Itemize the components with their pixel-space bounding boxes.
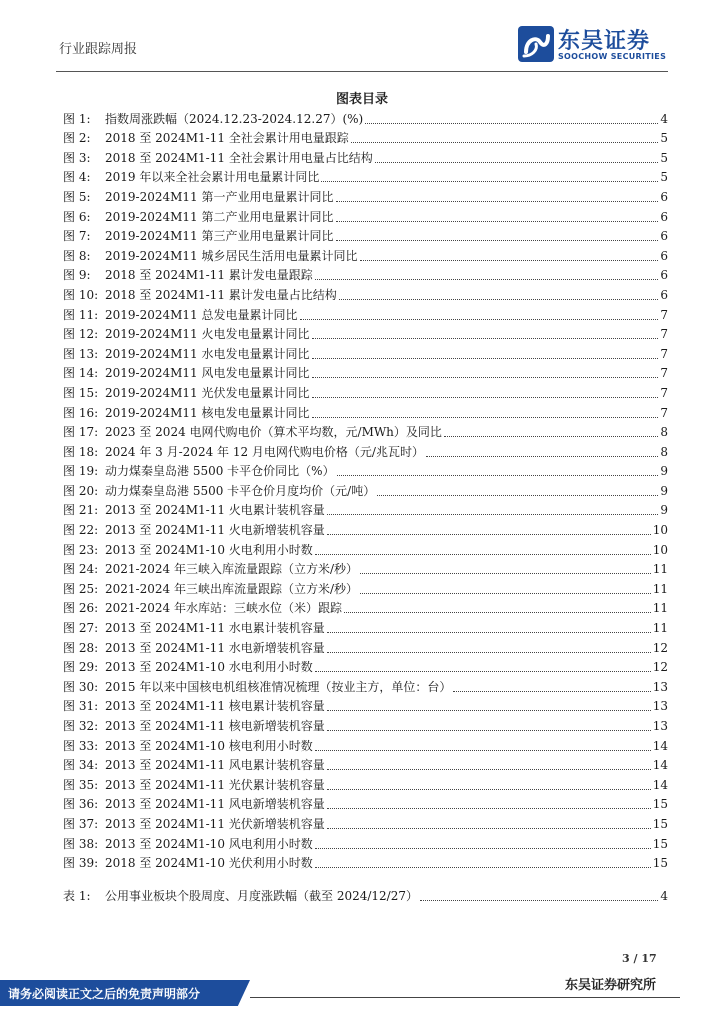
entry-label: 图 30:: [63, 679, 99, 694]
entry-title: 2019-2024M11 核电发电量累计同比: [105, 405, 310, 420]
toc-entry[interactable]: [63, 597, 668, 617]
toc-entry[interactable]: [63, 283, 668, 303]
dot-leader: [336, 201, 659, 202]
entry-label: 图 20:: [63, 483, 99, 498]
dot-leader: [336, 221, 659, 222]
dot-leader: [300, 319, 659, 320]
dot-leader: [327, 828, 651, 829]
toc-entry[interactable]: [63, 362, 668, 382]
entry-label: 图 29:: [63, 660, 99, 675]
entry-label: 图 8:: [63, 248, 91, 263]
entry-label: 图 38:: [63, 836, 99, 851]
entry-page-number: 15: [652, 816, 668, 831]
dot-leader: [420, 900, 658, 901]
entry-label: 图 31:: [63, 699, 99, 714]
toc-entry[interactable]: [63, 244, 668, 264]
entry-title: 2021-2024 年水库站：三峡水位（米）跟踪: [105, 601, 342, 616]
entry-label: 图 28:: [63, 640, 99, 655]
toc-entry[interactable]: [63, 714, 668, 734]
toc-entry[interactable]: [63, 166, 668, 186]
entry-page-number: 15: [652, 836, 668, 851]
dot-leader: [375, 162, 659, 163]
entry-label: 图 14:: [63, 366, 99, 381]
entry-page-number: 15: [652, 856, 668, 871]
toc-entry[interactable]: [63, 558, 668, 578]
toc-entry[interactable]: [63, 381, 668, 401]
header-divider: [56, 71, 668, 72]
entry-title: 2018 至 2024M1-10 光伏利用小时数: [105, 856, 313, 871]
entry-label: 图 27:: [63, 621, 99, 636]
entry-title: 2021-2024 年三峡入库流量跟踪（立方米/秒）: [105, 562, 358, 577]
dot-leader: [312, 397, 659, 398]
entry-label: 图 24:: [63, 562, 99, 577]
entry-page-number: 8: [660, 425, 668, 440]
entry-page-number: 8: [660, 444, 668, 459]
toc-entry[interactable]: [63, 616, 668, 636]
entry-label: 图 18:: [63, 444, 99, 459]
entry-title: 2019-2024M11 第三产业用电量累计同比: [105, 229, 334, 244]
entry-label: 图 22:: [63, 523, 99, 538]
entry-title: 2013 至 2024M1-11 火电新增装机容量: [105, 523, 325, 538]
entry-page-number: 9: [660, 503, 668, 518]
entry-label: 图 39:: [63, 856, 99, 871]
dot-leader: [327, 730, 651, 731]
dot-leader: [315, 750, 651, 751]
entry-title: 2015 年以来中国核电机组核准情况梳理（按业主方，单位：台）: [105, 679, 452, 694]
toc-entry[interactable]: [63, 479, 668, 499]
dot-leader: [360, 593, 651, 594]
figure-toc-list: [63, 107, 668, 871]
entry-label: 图 35:: [63, 777, 99, 792]
entry-title: 2013 至 2024M1-11 风电新增装机容量: [105, 797, 325, 812]
entry-page-number: 6: [660, 229, 668, 244]
entry-title: 2018 至 2024M1-11 全社会累计用电量占比结构: [105, 150, 373, 165]
dot-leader: [312, 358, 659, 359]
toc-entry[interactable]: [63, 812, 668, 832]
entry-label: 图 16:: [63, 405, 99, 420]
toc-entry[interactable]: [63, 773, 668, 793]
entry-label: 图 33:: [63, 738, 99, 753]
toc-entry[interactable]: [63, 421, 668, 441]
dot-leader: [312, 417, 659, 418]
entry-page-number: 5: [660, 131, 668, 146]
dot-leader: [315, 279, 659, 280]
entry-page-number: 14: [652, 777, 668, 792]
toc-entry[interactable]: [63, 538, 668, 558]
entry-page-number: 5: [660, 170, 668, 185]
entry-title: 2013 至 2024M1-11 水电累计装机容量: [105, 621, 325, 636]
entry-page-number: 5: [660, 150, 668, 165]
brand-logo: [518, 22, 678, 66]
dot-leader: [344, 612, 651, 613]
entry-label: 图 34:: [63, 758, 99, 773]
entry-page-number: 13: [652, 719, 668, 733]
entry-title: 2018 至 2024M1-11 累计发电量跟踪: [105, 268, 313, 283]
toc-entry[interactable]: [63, 401, 668, 421]
entry-title: 2013 至 2024M1-10 火电利用小时数: [105, 542, 313, 557]
entry-page-number: 7: [660, 327, 668, 342]
entry-title: 2023 至 2024 电网代购电价（算术平均数，元/MWh）及同比: [105, 425, 442, 440]
toc-entry[interactable]: [63, 754, 668, 774]
entry-page-number: 11: [652, 581, 668, 596]
entry-label: 图 10:: [63, 287, 99, 302]
dot-leader: [327, 632, 651, 633]
dot-leader: [327, 652, 651, 653]
toc-entry[interactable]: [63, 793, 668, 813]
dot-leader: [327, 710, 651, 711]
entry-label: 图 26:: [63, 601, 99, 616]
entry-page-number: 14: [652, 758, 668, 773]
entry-page-number: 7: [660, 405, 668, 420]
footer-org-name: 东吴证券研究所: [565, 978, 657, 993]
dot-leader: [339, 299, 659, 300]
toc-entry[interactable]: [63, 499, 668, 519]
entry-title: 2024 年 3 月-2024 年 12 月电网代购电价格（元/兆瓦时）: [105, 444, 424, 459]
toc-entry[interactable]: [63, 656, 668, 676]
entry-label: 表 1:: [63, 888, 91, 903]
toc-entry[interactable]: [63, 185, 668, 205]
entry-title: 2019-2024M11 城乡居民生活用电量累计同比: [105, 248, 358, 263]
entry-page-number: 9: [660, 464, 668, 479]
entry-label: 图 9:: [63, 268, 91, 283]
entry-title: 2019-2024M11 火电发电量累计同比: [105, 327, 310, 342]
entry-label: 图 5:: [63, 189, 91, 204]
dot-leader: [312, 338, 659, 339]
entry-title: 2013 至 2024M1-11 水电新增装机容量: [105, 640, 325, 655]
entry-label: 图 32:: [63, 719, 99, 733]
entry-page-number: 9: [660, 483, 668, 498]
toc-entry[interactable]: [63, 636, 668, 656]
report-type-label: 行业跟踪周报: [59, 42, 138, 57]
toc-entry[interactable]: [63, 518, 668, 538]
entry-page-number: 12: [652, 640, 668, 655]
toc-entry[interactable]: [63, 695, 668, 715]
toc-entry[interactable]: [63, 577, 668, 597]
entry-page-number: 7: [660, 346, 668, 361]
entry-title: 2019-2024M11 风电发电量累计同比: [105, 366, 310, 381]
entry-label: 图 6:: [63, 209, 91, 224]
toc-entry[interactable]: [63, 107, 668, 127]
toc-entry[interactable]: [63, 884, 668, 904]
table-toc-list: [63, 884, 668, 904]
dot-leader: [327, 789, 651, 790]
entry-page-number: 7: [660, 307, 668, 322]
footer-divider: [250, 997, 680, 998]
dot-leader: [351, 142, 659, 143]
dot-leader: [426, 456, 658, 457]
entry-title: 指数周涨跌幅（2024.12.23-2024.12.27）(%): [105, 111, 364, 126]
toc-entry[interactable]: [63, 264, 668, 284]
dot-leader: [360, 260, 659, 261]
dot-leader: [312, 377, 659, 378]
toc-entry[interactable]: [63, 205, 668, 225]
entry-label: 图 15:: [63, 385, 99, 400]
dot-leader: [360, 573, 651, 574]
entry-label: 图 37:: [63, 816, 99, 831]
dot-leader: [315, 867, 651, 868]
dot-leader: [365, 123, 658, 124]
entry-page-number: 4: [660, 111, 668, 126]
dot-leader: [453, 691, 650, 692]
entry-title: 2013 至 2024M1-11 光伏新增装机容量: [105, 816, 325, 831]
entry-label: 图 19:: [63, 464, 99, 479]
entry-page-number: 7: [660, 385, 668, 400]
dot-leader: [315, 554, 651, 555]
entry-title: 2013 至 2024M1-11 核电新增装机容量: [105, 719, 325, 733]
entry-label: 图 3:: [63, 150, 91, 165]
toc-entry[interactable]: [63, 303, 668, 323]
entry-page-number: 15: [652, 797, 668, 812]
entry-title: 2019-2024M11 第二产业用电量累计同比: [105, 209, 334, 224]
entry-title: 2019-2024M11 总发电量累计同比: [105, 307, 298, 322]
toc-entry[interactable]: [63, 832, 668, 852]
entry-title: 2013 至 2024M1-11 风电累计装机容量: [105, 758, 325, 773]
entry-title: 2013 至 2024M1-11 光伏累计装机容量: [105, 777, 325, 792]
toc-entry[interactable]: [63, 734, 668, 754]
dot-leader: [315, 671, 651, 672]
entry-label: 图 1:: [63, 111, 91, 126]
entry-page-number: 6: [660, 248, 668, 263]
entry-title: 2013 至 2024M1-11 核电累计装机容量: [105, 699, 325, 714]
logo-english-name: SOOCHOW SECURITIES: [558, 52, 667, 61]
entry-label: 图 11:: [63, 307, 99, 322]
entry-page-number: 10: [652, 523, 668, 538]
entry-label: 图 23:: [63, 542, 99, 557]
entry-label: 图 36:: [63, 797, 99, 812]
entry-title: 动力煤秦皇岛港 5500 卡平仓价同比（%）: [105, 464, 335, 479]
toc-entry[interactable]: [63, 440, 668, 460]
entry-title: 2019-2024M11 第一产业用电量累计同比: [105, 189, 334, 204]
disclaimer-notice: 请务必阅读正文之后的免责声明部分: [8, 987, 201, 1001]
dot-leader: [327, 514, 659, 515]
toc-entry[interactable]: [63, 225, 668, 245]
entry-title: 公用事业板块个股周度、月度涨跌幅（截至 2024/12/27）: [105, 888, 418, 903]
entry-page-number: 11: [652, 601, 668, 616]
dot-leader: [444, 436, 658, 437]
entry-page-number: 12: [652, 660, 668, 675]
entry-label: 图 7:: [63, 229, 91, 244]
entry-page-number: 13: [652, 699, 668, 714]
entry-title: 2013 至 2024M1-11 火电累计装机容量: [105, 503, 325, 518]
dot-leader: [327, 808, 651, 809]
dot-leader: [315, 848, 651, 849]
figure-toc-title: 图表目录: [335, 92, 388, 107]
entry-page-number: 6: [660, 287, 668, 302]
entry-title: 2019-2024M11 光伏发电量累计同比: [105, 385, 310, 400]
entry-label: 图 25:: [63, 581, 99, 596]
entry-page-number: 11: [652, 562, 668, 577]
entry-page-number: 6: [660, 189, 668, 204]
logo-chinese-name: 东吴证券: [558, 29, 651, 54]
dot-leader: [327, 534, 651, 535]
soochow-logo-icon: [518, 26, 554, 62]
toc-entry[interactable]: [63, 675, 668, 695]
entry-label: 图 17:: [63, 425, 99, 440]
entry-title: 2019 年以来全社会累计用电量累计同比: [105, 170, 320, 185]
entry-page-number: 11: [652, 621, 668, 636]
entry-page-number: 6: [660, 268, 668, 283]
toc-entry[interactable]: [63, 323, 668, 343]
entry-title: 2021-2024 年三峡出库流量跟踪（立方米/秒）: [105, 581, 358, 596]
toc-entry[interactable]: [63, 146, 668, 166]
entry-title: 2018 至 2024M1-11 累计发电量占比结构: [105, 287, 337, 302]
dot-leader: [377, 495, 658, 496]
entry-title: 动力煤秦皇岛港 5500 卡平仓价月度均价（元/吨）: [105, 483, 376, 498]
dot-leader: [337, 475, 659, 476]
entry-title: 2019-2024M11 水电发电量累计同比: [105, 346, 310, 361]
entry-label: 图 4:: [63, 170, 91, 185]
entry-label: 图 13:: [63, 346, 99, 361]
toc-entry[interactable]: [63, 127, 668, 147]
entry-page-number: 14: [652, 738, 668, 753]
entry-title: 2018 至 2024M1-11 全社会累计用电量跟踪: [105, 131, 349, 146]
entry-label: 图 12:: [63, 327, 99, 342]
entry-page-number: 4: [660, 888, 668, 903]
entry-label: 图 2:: [63, 131, 91, 146]
entry-page-number: 13: [652, 679, 668, 694]
dot-leader: [336, 240, 659, 241]
toc-entry[interactable]: [63, 852, 668, 872]
page-number: 3 / 17: [622, 952, 657, 965]
entry-page-number: 10: [652, 542, 668, 557]
toc-entry[interactable]: [63, 342, 668, 362]
entry-page-number: 6: [660, 209, 668, 224]
entry-page-number: 7: [660, 366, 668, 381]
toc-entry[interactable]: [63, 460, 668, 480]
entry-title: 2013 至 2024M1-10 风电利用小时数: [105, 836, 313, 851]
entry-title: 2013 至 2024M1-10 核电利用小时数: [105, 738, 313, 753]
dot-leader: [327, 769, 651, 770]
entry-label: 图 21:: [63, 503, 99, 518]
entry-title: 2013 至 2024M1-10 水电利用小时数: [105, 660, 313, 675]
dot-leader: [321, 181, 658, 182]
